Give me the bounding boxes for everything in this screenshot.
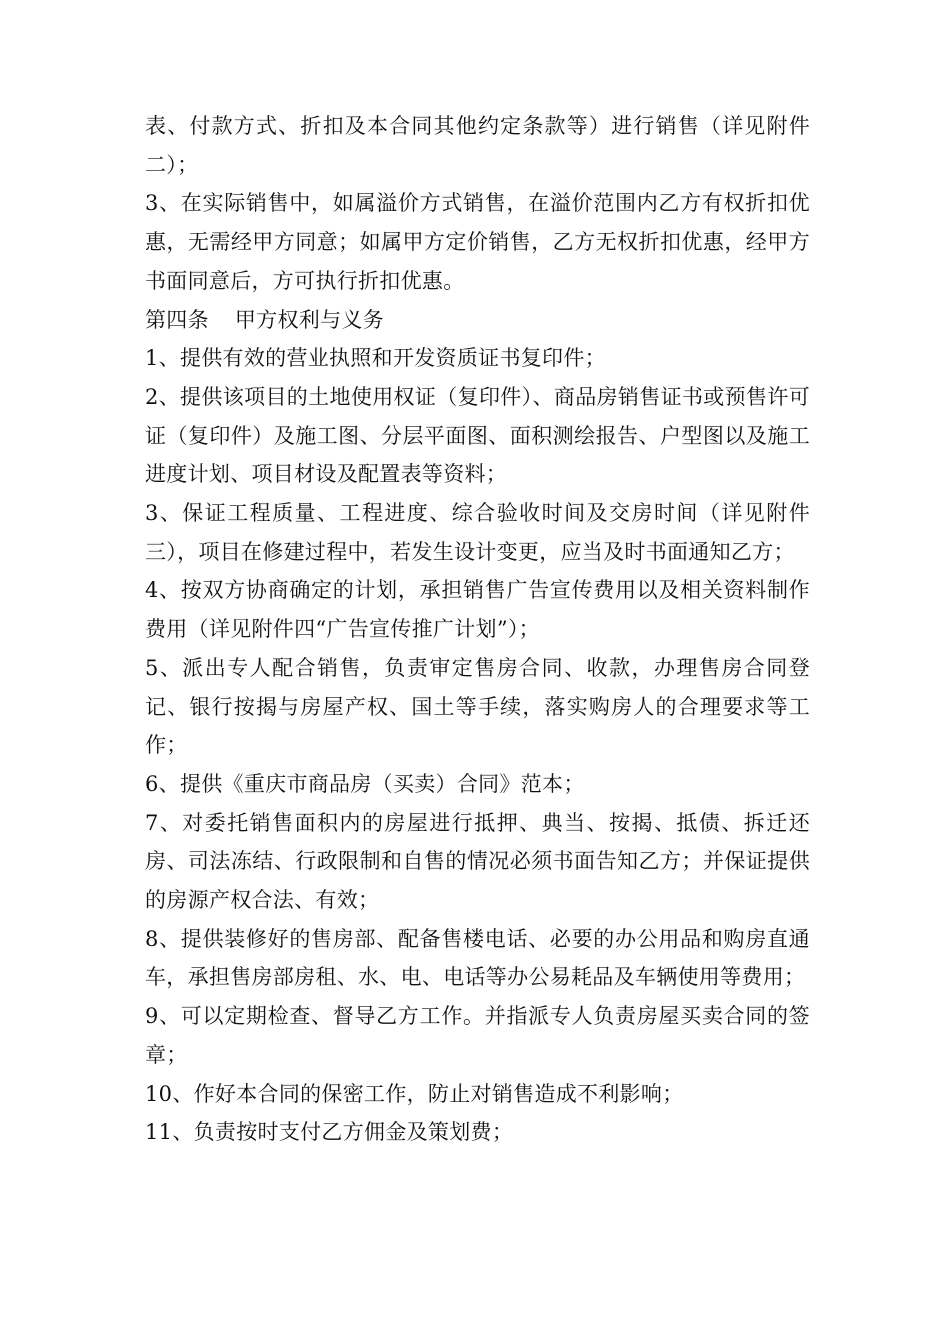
section-number: 第四条 bbox=[145, 307, 209, 332]
section-title: 甲方权利与义务 bbox=[234, 307, 385, 332]
list-item-7: 7、对委托销售面积内的房屋进行抵押、典当、按揭、抵债、拆迁还房、司法冻结、行政限制和自售的情况必须书面告知乙方；并保证提供的房源产权合法、有效； bbox=[145, 810, 810, 913]
list-item-4: 4、按双方协商确定的计划，承担销售广告宣传费用以及相关资料制作费用（详见附件四“广告宣传推广计划”）； bbox=[145, 578, 810, 642]
list-item-9: 9、可以定期检查、督导乙方工作。并指派专人负责房屋买卖合同的签章； bbox=[145, 1004, 810, 1067]
document-page bbox=[145, 107, 810, 1152]
list-item-2: 2、提供该项目的土地使用权证（复印件）、商品房销售证书或预售许可证（复印件）及施工图、分层平面图、面积测绘报告、户型图以及施工进度计划、项目材设及配置表等资料； bbox=[145, 384, 810, 487]
list-item-11: 11、负责按时支付乙方佣金及策划费； bbox=[145, 1120, 514, 1145]
list-item-5: 5、派出专人配合销售，负责审定售房合同、收款，办理售房合同登记、银行按揭与房屋产权、国土等手续，落实购房人的合理要求等工作； bbox=[145, 655, 810, 758]
list-item-6: 6、提供《重庆市商品房（买卖）合同》范本； bbox=[145, 771, 585, 796]
list-item-10: 10、作好本合同的保密工作，防止对销售造成不利影响； bbox=[145, 1081, 684, 1106]
list-item-3: 3、保证工程质量、工程进度、综合验收时间及交房时间（详见附件三），项目在修建过程中，若发生设计变更，应当及时书面通知乙方； bbox=[145, 501, 810, 564]
paragraph-continuation: 表、付款方式、折扣及本合同其他约定条款等）进行销售（详见附件二）； bbox=[145, 114, 810, 177]
section-heading bbox=[145, 301, 810, 340]
list-item-1: 1、提供有效的营业执照和开发资质证书复印件； bbox=[145, 346, 606, 371]
list-item-8: 8、提供装修好的售房部、配备售楼电话、必要的办公用品和购房直通车，承担售房部房租、水、电、电话等办公易耗品及车辆使用等费用； bbox=[145, 926, 810, 990]
paragraph-clause-3: 3、在实际销售中，如属溢价方式销售，在溢价范围内乙方有权折扣优惠，无需经甲方同意；如属甲方定价销售，乙方无权折扣优惠，经甲方书面同意后，方可执行折扣优惠。 bbox=[145, 191, 810, 293]
